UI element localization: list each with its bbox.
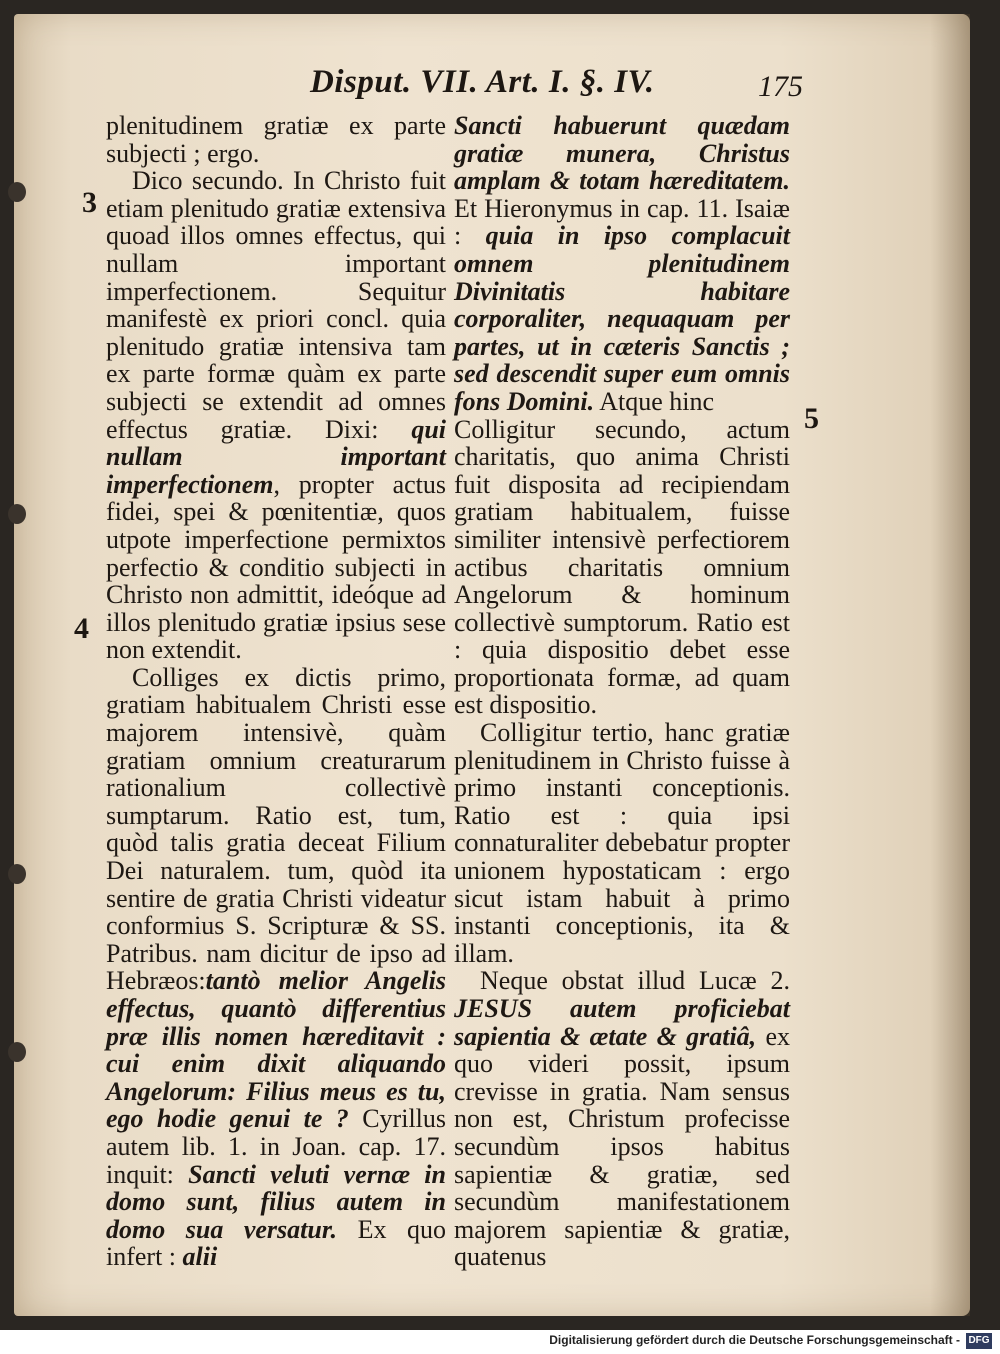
- running-head: Disput. VII. Art. I. §. IV.: [310, 64, 655, 100]
- paragraph: Colliges ex dictis primo, gratiam habitualem Christi esse majorem intensivè, quàm gratiam omnium creaturarum rationalium collectivè sumptarum. Ratio est, tum, quòd talis gratia deceat Filium Dei naturalem. tum, quòd ita sentire de gratia Christi videatur conformius S. Scripturæ & SS. Patribus. nam dicitur de ipso ad Hebræos:tantò melior Angelis effectus, quantò differentius præ illis nomen hæreditavit : cui enim dixit aliquando Angelorum: Filius meus es tu, ego hodie genui te ? Cyrillus autem lib. 1. in Joan. cap. 17. inquit: Sancti veluti vernæ in domo sunt, filius autem in domo sua versatur. Ex quo infert : alii: [106, 662, 447, 1272]
- paragraph: Colligitur secundo, actum charitatis, quo anima Christi fuit disposita ad recipiendam gratiam habitualem, fuisse similiter intensivè perfectiorem actibus charitatis omnium Angelorum & hominum collectivè sumptorum. Ratio est : quia dispositio debet esse proportionata formæ, ad quam est dispositio.: [454, 414, 790, 720]
- paragraph: Dico secundo. In Christo fuit etiam plenitudo gratiæ extensiva quoad illos omnes effectus, qui nullam important imperfectionem. Sequitur manifestè ex priori concl. quia plenitudo gratiæ intensiva tam ex parte formæ quàm ex parte subjecti se extendit ad omnes effectus gratiæ. Dixi: qui nullam important imperfectionem, propter actus fidei, spei & pœnitentiæ, quos utpote imperfectione permixtos perfectio & conditio subjecti in Christo non admittit, ideóque ad illos plenitudo gratiæ ipsius sese non extendit.: [106, 166, 446, 665]
- paragraph: Neque obstat illud Lucæ 2. JESUS autem proficiebat sapientia & ætate & gratiâ, ex quo videri possit, ipsum crevisse in gratia. Nam sensus non est, Christum profecisse secundùm ipsos habitus sapientiæ & gratiæ, sed secundùm manifestationem majorem sapientiæ & gratiæ, quatenus: [454, 966, 790, 1272]
- binding-hole: [8, 504, 26, 524]
- binding-hole: [8, 864, 26, 884]
- paragraph: Colligitur tertio, hanc gratiæ plenitudinem in Christo fuisse à primo instanti conceptionis. Ratio est : quia ipsi connaturaliter debebatur propter unionem hypostaticam : ergo sicut istam habuit à primo instanti conceptionis, ita & illam.: [454, 718, 790, 968]
- binding-hole: [8, 1042, 26, 1062]
- page-edge-shadow: [930, 14, 970, 1316]
- binding-hole: [8, 182, 26, 202]
- margin-note-4: 4: [74, 612, 89, 645]
- margin-note-3: 3: [82, 186, 97, 219]
- page-header: [310, 64, 830, 104]
- paragraph: Sancti habuerunt quædam gratiæ munera, Christus amplam & totam hæreditatem. Et Hieronymus in cap. 11. Isaiæ : quia in ipso complacuit omnem plenitudinem Divinitatis habitare corporaliter, nequaquam per partes, ut in cæteris Sanctis ; sed descendit super eum omnis fons Domini. Atque hinc: [454, 111, 790, 416]
- margin-note-5: 5: [804, 402, 819, 435]
- dfg-logo: DFG: [966, 1333, 992, 1349]
- footer-credit: Digitalisierung gefördert durch die Deutsche Forschungsgemeinschaft -: [549, 1333, 960, 1347]
- right-column: [454, 112, 790, 1271]
- paragraph: plenitudinem gratiæ ex parte subjecti ; ergo.: [106, 111, 446, 168]
- left-column: [106, 112, 446, 1271]
- page-number: 175: [758, 70, 803, 103]
- footer-bar: [0, 1330, 1000, 1354]
